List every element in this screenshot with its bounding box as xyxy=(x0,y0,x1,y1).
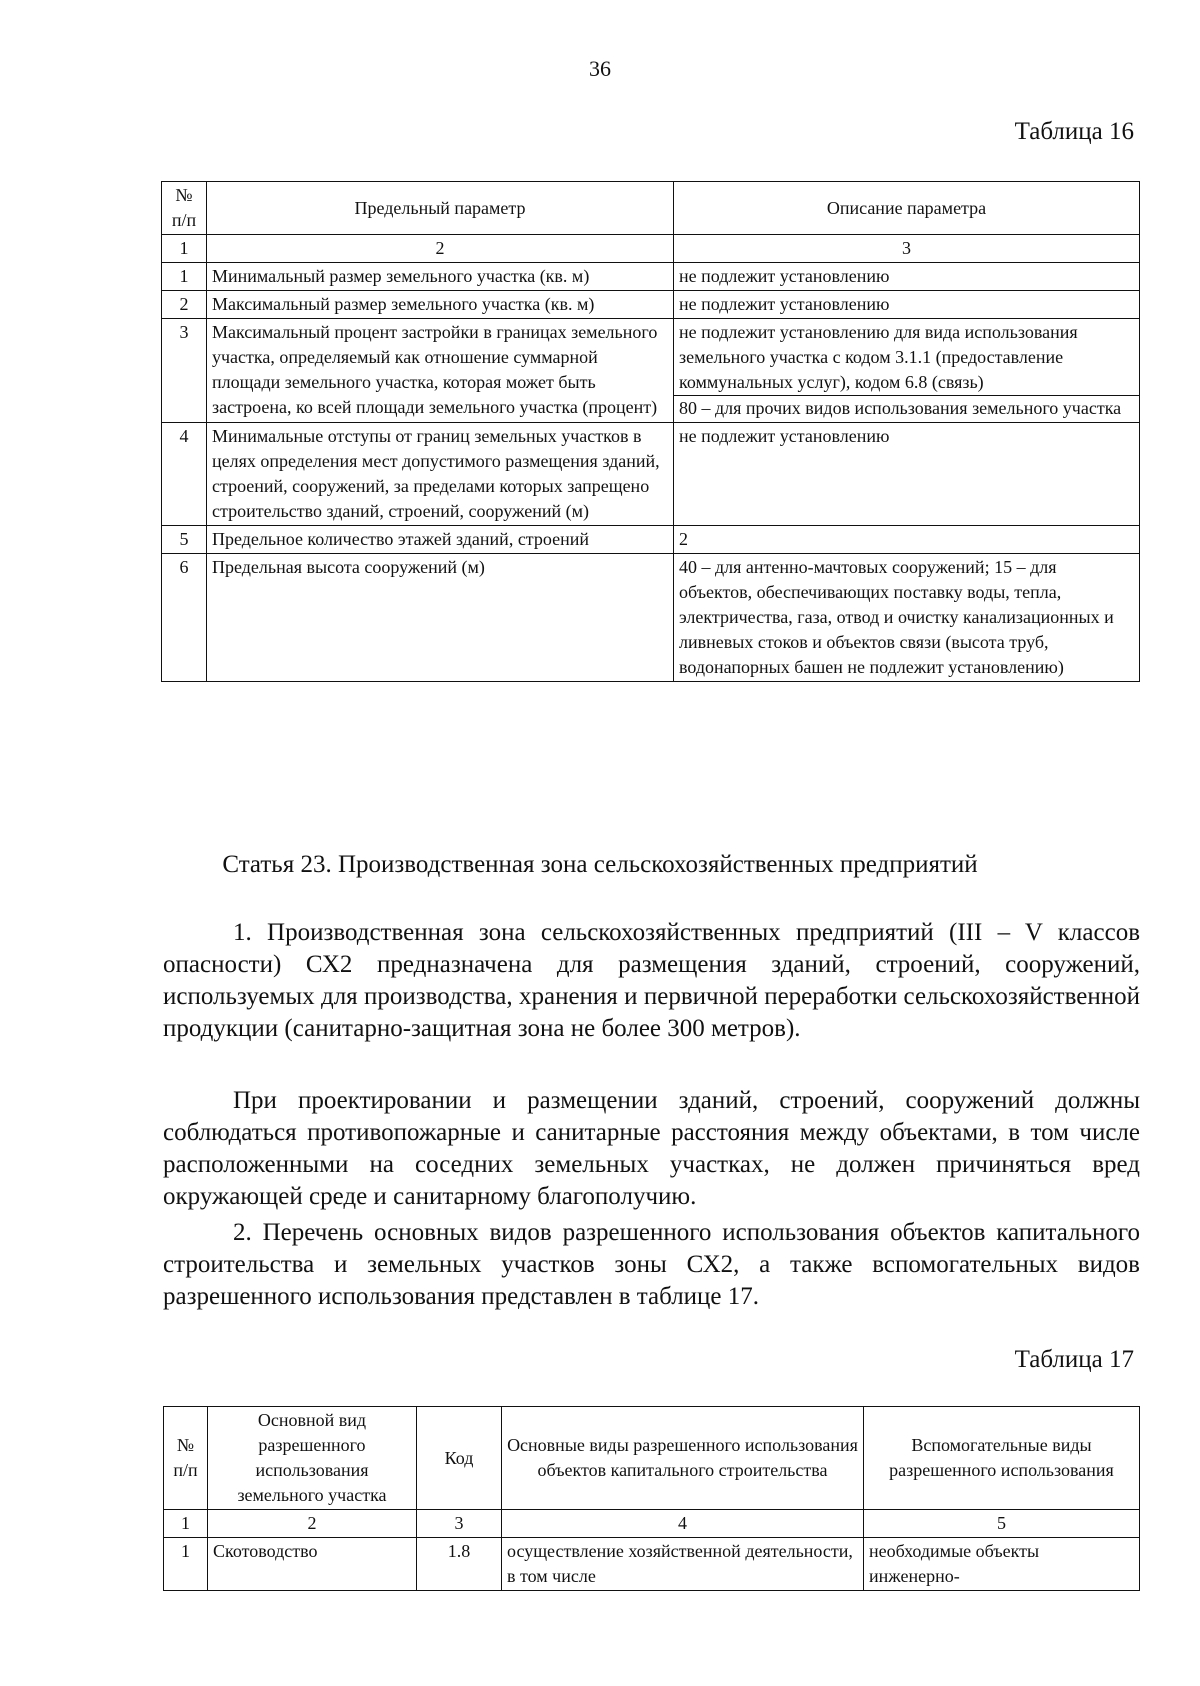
header-cell: № п/п xyxy=(162,182,207,235)
row-number: 1 xyxy=(162,263,207,291)
column-number: 5 xyxy=(864,1510,1140,1538)
column-number: 2 xyxy=(207,235,674,263)
table-row xyxy=(162,319,1140,423)
column-number: 2 xyxy=(208,1510,417,1538)
column-number: 1 xyxy=(164,1510,208,1538)
description-cell: не подлежит установлению xyxy=(674,263,1140,291)
parameter-cell: Минимальный размер земельного участка (кв. м) xyxy=(207,263,674,291)
description-cell: 2 xyxy=(674,526,1140,554)
table-row xyxy=(162,263,1140,291)
paragraph: 1. Производственная зона сельскохозяйственных предприятий (III – V классов опасности) СХ2 предназначена для размещения зданий, строений, сооружений, используемых для производства, хранения и первичной переработки сельскохозяйственной продукции (санитарно-защитная зона не более 300 метров). xyxy=(163,919,1140,1042)
row-number: 3 xyxy=(162,319,207,423)
column-number: 3 xyxy=(417,1510,502,1538)
parameter-cell: Максимальный размер земельного участка (кв. м) xyxy=(207,291,674,319)
description-cell xyxy=(674,319,1140,423)
row-number: 2 xyxy=(162,291,207,319)
table-16-label: Таблица 16 xyxy=(1014,118,1134,145)
header-cell: Описание параметра xyxy=(674,182,1140,235)
article-title: Статья 23. Производственная зона сельскохозяйственных предприятий xyxy=(222,851,978,878)
row-number: 1 xyxy=(164,1538,208,1591)
code-cell: 1.8 xyxy=(417,1538,502,1591)
column-number: 4 xyxy=(502,1510,864,1538)
parameter-cell: Предельное количество этажей зданий, строений xyxy=(207,526,674,554)
table-row xyxy=(162,526,1140,554)
description-text: 80 – для прочих видов использования земельного участка xyxy=(674,395,1139,421)
main-use-cell: осуществление хозяйственной деятельности, в том числе xyxy=(502,1538,864,1591)
parameter-cell: Максимальный процент застройки в границах земельного участка, определяемый как отношение суммарной площади земельного участка, которая может быть застроена, ко всей площади земельного участка (процент) xyxy=(207,319,674,423)
header-cell: № п/п xyxy=(164,1407,208,1510)
table-17 xyxy=(163,1406,1140,1591)
paragraph: 2. Перечень основных видов разрешенного использования объектов капитального строительства и земельных участков зоны СХ2, а также вспомогательных видов разрешенного использования представлен в таблице 17. xyxy=(163,1219,1140,1310)
column-number: 3 xyxy=(674,235,1140,263)
row-number: 6 xyxy=(162,554,207,682)
table-row xyxy=(162,423,1140,526)
table-row xyxy=(162,291,1140,319)
row-number: 4 xyxy=(162,423,207,526)
column-number-row xyxy=(162,235,1140,263)
main-kind-cell: Скотоводство xyxy=(208,1538,417,1591)
paragraph: При проектировании и размещении зданий, строений, сооружений должны соблюдаться противопожарные и санитарные расстояния между объектами, в том числе расположенными на соседних земельных участках, не должен причиняться вред окружающей среде и санитарному благополучию. xyxy=(163,1087,1140,1210)
table-header-row xyxy=(164,1407,1140,1510)
table-header-row xyxy=(162,182,1140,235)
description-text: не подлежит установлению для вида использования земельного участка с кодом 3.1.1 (предоставление коммунальных услуг), кодом 6.8 (связь) xyxy=(679,322,1078,392)
column-number-row xyxy=(164,1510,1140,1538)
table-17-label: Таблица 17 xyxy=(1014,1346,1134,1373)
table-16 xyxy=(161,181,1140,682)
parameter-cell: Минимальные отступы от границ земельных участков в целях определения мест допустимого размещения зданий, строений, сооружений, за пределами которых запрещено строительство зданий, строений, сооружений (м) xyxy=(207,423,674,526)
description-cell: не подлежит установлению xyxy=(674,291,1140,319)
column-number: 1 xyxy=(162,235,207,263)
header-cell: Предельный параметр xyxy=(207,182,674,235)
auxiliary-use-cell: необходимые объекты инженерно- xyxy=(864,1538,1140,1591)
header-cell: Код xyxy=(417,1407,502,1510)
description-cell: не подлежит установлению xyxy=(674,423,1140,526)
row-number: 5 xyxy=(162,526,207,554)
table-row xyxy=(162,554,1140,682)
parameter-cell: Предельная высота сооружений (м) xyxy=(207,554,674,682)
header-cell: Вспомогательные виды разрешенного использования xyxy=(864,1407,1140,1510)
description-cell: 40 – для антенно-мачтовых сооружений; 15 – для объектов, обеспечивающих поставку воды, тепла, электричества, газа, отвод и очистку канализационных и ливневых стоков и объектов связи (высота труб, водонапорных башен не подлежит установлению) xyxy=(674,554,1140,682)
page-number: 36 xyxy=(589,56,611,81)
header-cell: Основной вид разрешенного использования земельного участка xyxy=(208,1407,417,1510)
header-cell: Основные виды разрешенного использования объектов капитального строительства xyxy=(502,1407,864,1510)
table-row xyxy=(164,1538,1140,1591)
